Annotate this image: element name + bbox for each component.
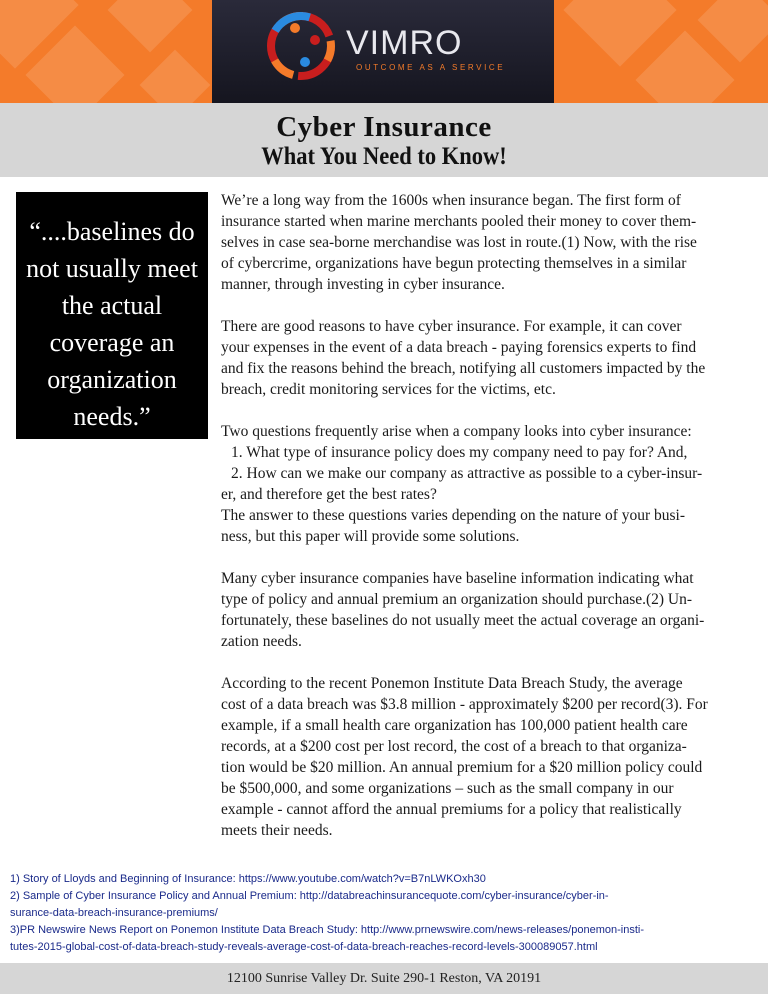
text-line: We’re a long way from the 1600s when insurance began. The first form of: [221, 192, 681, 209]
text-line: There are good reasons to have cyber insurance. For example, it can cover: [221, 318, 682, 335]
paragraph-1: [221, 190, 754, 295]
text-line: The answer to these questions varies depending on the nature of your busi-: [221, 507, 686, 524]
text-line: breach, credit monitoring services for the victims, etc.: [221, 381, 556, 398]
paragraph-3: [221, 421, 754, 547]
text-line: er, and therefore get the best rates?: [221, 486, 437, 503]
text-line: ness, but this paper will provide some solutions.: [221, 528, 520, 545]
vimro-logo-icon: [265, 10, 337, 82]
page-title: Cyber Insurance: [276, 111, 492, 143]
decor-square: [108, 0, 193, 52]
text-line: insurance started when marine merchants pooled their money to cover them-: [221, 213, 697, 230]
footnote-link[interactable]: 3)PR Newswire News Report on Ponemon Institute Data Breach Study: http://www.prnewswire.com/news-releases/ponemon-insti-: [10, 924, 644, 936]
footnote-link[interactable]: 1) Story of Lloyds and Beginning of Insurance: https://www.youtube.com/watch?v=B7nLWKOxh30: [10, 873, 486, 885]
text-line: According to the recent Ponemon Institute Data Breach Study, the average: [221, 675, 683, 692]
text-line: Two questions frequently arise when a company looks into cyber insurance:: [221, 423, 692, 440]
text-line: selves in case sea-borne merchandise was lost in route.(1) Now, with the rise: [221, 234, 697, 251]
list-item: 1. What type of insurance policy does my company need to pay for? And,: [231, 444, 688, 461]
article-body: [221, 190, 754, 841]
brand-tagline: OUTCOME AS A SERVICE: [356, 63, 506, 72]
text-line: Many cyber insurance companies have baseline information indicating what: [221, 570, 694, 587]
footnote-link[interactable]: tutes-2015-global-cost-of-data-breach-study-reveals-average-cost-of-data-breach-reaches-record-levels-300089057.html: [10, 941, 598, 953]
list-item: 2. How can we make our company as attractive as possible to a cyber-insur-: [231, 465, 703, 482]
text-line: your expenses in the event of a data breach - paying forensics experts to find: [221, 339, 697, 356]
text-line: type of policy and annual premium an organization should purchase.(2) Un-: [221, 591, 693, 608]
text-line: fortunately, these baselines do not usually meet the actual coverage an organi-: [221, 612, 705, 629]
text-line: and fix the reasons behind the breach, notifying all customers impacted by the: [221, 360, 706, 377]
text-line: be $500,000, and some organizations – such as the small company in our: [221, 780, 674, 797]
text-line: example, if a small health care organization has 100,000 patient health care: [221, 717, 688, 734]
text-line: zation needs.: [221, 633, 302, 650]
paragraph-5: [221, 673, 754, 841]
title-bar: [0, 103, 768, 177]
footer-address: 12100 Sunrise Valley Dr. Suite 290-1 Reston, VA 20191: [0, 963, 768, 994]
paragraph-2: [221, 316, 754, 400]
text-line: cost of a data breach was $3.8 million - approximately $200 per record(3). For: [221, 696, 708, 713]
text-line: manner, through investing in cyber insurance.: [221, 276, 505, 293]
page-subtitle: What You Need to Know!: [261, 143, 507, 170]
footnotes: [10, 871, 760, 956]
brand-name: VIMRO: [346, 24, 463, 62]
text-line: tion would be $20 million. An annual premium for a $20 million policy could: [221, 759, 703, 776]
header-banner: [0, 0, 768, 103]
text-line: records, at a $200 cost per lost record, the cost of a breach to that organiza-: [221, 738, 687, 755]
pull-quote: “....baselines do not usually meet the actual coverage an organization needs.”: [16, 192, 208, 439]
paragraph-4: [221, 568, 754, 652]
text-line: meets their needs.: [221, 822, 333, 839]
decor-square: [140, 50, 211, 103]
footnote-link[interactable]: 2) Sample of Cyber Insurance Policy and Annual Premium: http://databreachinsurancequote.com/cyber-insurance/cyber-in-: [10, 890, 609, 902]
text-line: example - cannot afford the annual premiums for a policy that realistically: [221, 801, 682, 818]
footnote-link[interactable]: surance-data-breach-insurance-premiums/: [10, 907, 218, 919]
text-line: of cybercrime, organizations have begun protecting themselves in a similar: [221, 255, 687, 272]
